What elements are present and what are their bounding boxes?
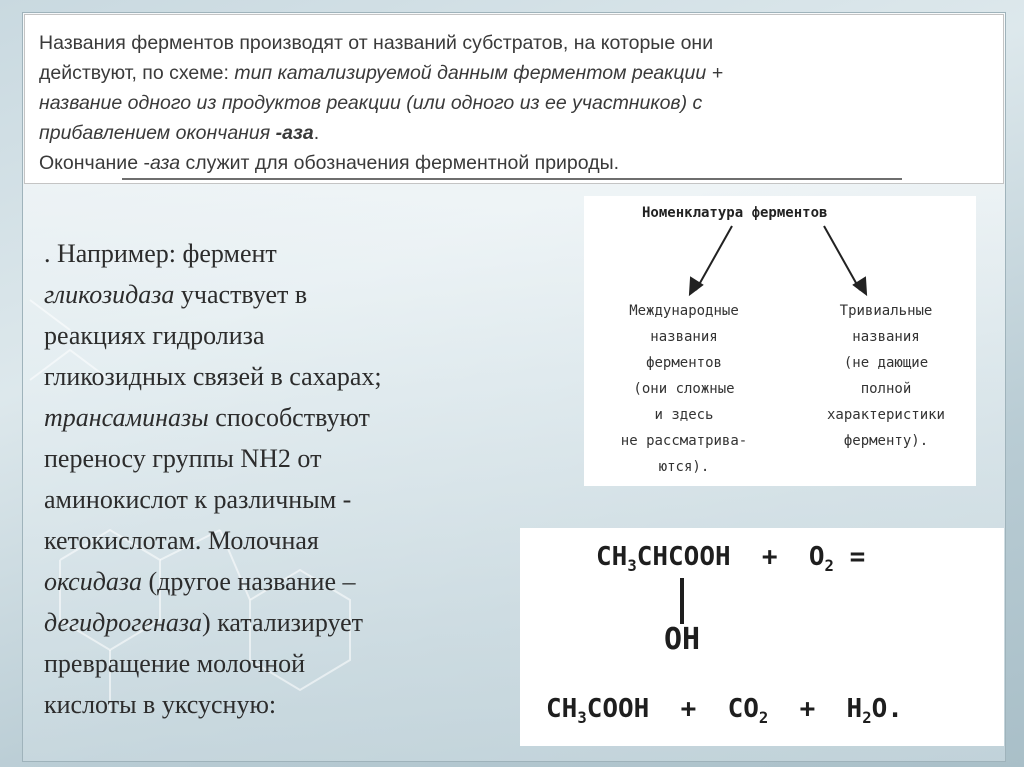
enzyme-name: оксидаза <box>44 567 143 596</box>
equation-products: $CH_3COOH + CO_2 + H_2O$. <box>546 694 903 728</box>
enzyme-name: трансаминазы <box>44 403 209 432</box>
enzyme-name: дегидрогеназа <box>44 608 203 637</box>
intro-text-box <box>24 14 1004 184</box>
example-paragraph <box>44 233 514 725</box>
intro-scheme-text: название одного из продуктов реакции (или одного из ее участников) с <box>39 92 703 114</box>
intro-text: действуют, по схеме: <box>39 62 235 84</box>
paragraph-line: превращение молочной <box>44 649 306 678</box>
paragraph-line: . Например: фермент <box>44 239 277 268</box>
arrow-left-head <box>690 278 702 294</box>
intro-line-2 <box>39 59 723 87</box>
suffix-highlight: -аза <box>275 122 314 144</box>
intro-text: служит для обозначения ферментной природы. <box>180 152 619 174</box>
scheme-arrows <box>584 196 976 306</box>
intro-line-5 <box>39 149 619 177</box>
paragraph-line: кислоты в уксусную: <box>44 690 277 719</box>
international-names-column: Международные названия ферментов (они сложные и здесь не рассматрива- ются). <box>620 303 748 475</box>
paragraph-line: гликозидных связей в сахарах; <box>44 362 382 391</box>
paragraph-line: трансаминазы способствуют <box>44 403 370 432</box>
intro-line-4 <box>39 119 319 147</box>
bond-line <box>680 578 684 624</box>
scheme-title: Номенклатура ферментов <box>642 205 828 221</box>
equation-reactants: $CH_3CHCOOH + O_2$ = <box>596 542 866 576</box>
intro-scheme-text: прибавлением окончания <box>39 122 276 144</box>
paragraph-line: переносу группы NH2 от <box>44 444 322 473</box>
intro-scheme-text: тип катализируемой данным ферментом реакции + <box>234 62 724 84</box>
intro-text: Названия ферментов производят от названий субстратов, на которые они <box>39 32 714 54</box>
suffix-italic: аза <box>149 152 181 174</box>
enzyme-name: гликозидаза <box>44 280 175 309</box>
trivial-names-column: Тривиальные названия (не дающие полной характеристики ферменту). <box>826 303 945 449</box>
nomenclature-scheme <box>584 196 976 486</box>
intro-text: Окончание - <box>39 152 150 174</box>
hydroxyl-group: OH <box>664 622 701 657</box>
paragraph-line: дегидрогеназа) катализирует <box>44 608 364 637</box>
paragraph-line: аминокислот к различным - <box>44 485 352 514</box>
paragraph-line: оксидаза (другое название – <box>44 567 356 596</box>
arrow-right-head <box>854 278 866 294</box>
arrow-right <box>824 226 860 290</box>
arrow-left <box>696 226 732 290</box>
paragraph-line: кетокислотам. Молочная <box>44 526 319 555</box>
paragraph-line: гликозидаза участвует в <box>44 280 308 309</box>
reaction-equation <box>520 528 1004 746</box>
divider-line <box>122 178 902 180</box>
paragraph-line: реакциях гидролиза <box>44 321 265 350</box>
intro-line-1 <box>39 29 713 57</box>
intro-line-3 <box>39 89 702 117</box>
intro-text: . <box>313 122 320 144</box>
